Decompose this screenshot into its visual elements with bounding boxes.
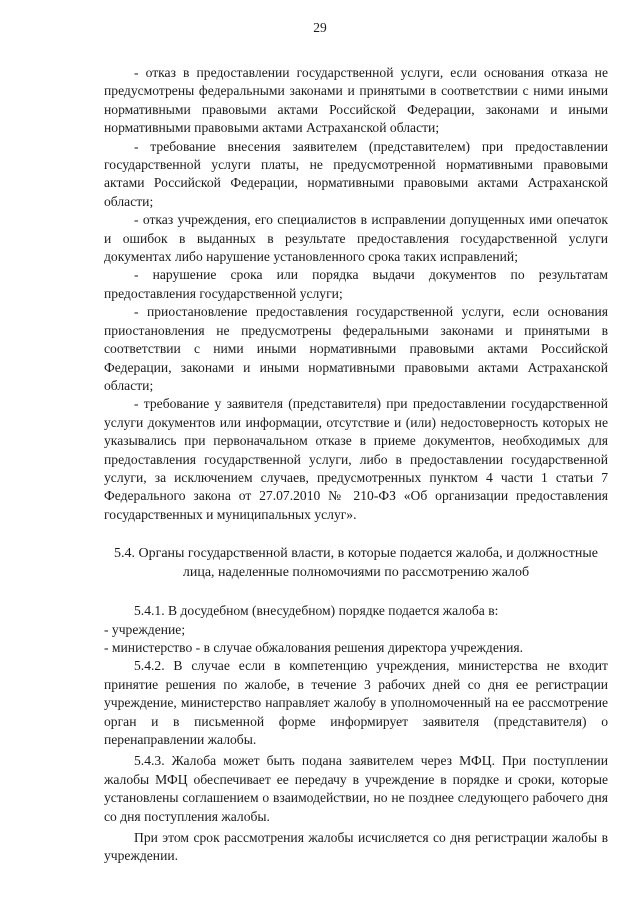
list-item-ministry: - министерство - в случае обжалования решения директора учреждения. xyxy=(104,639,524,655)
paragraph-5-4-1: 5.4.1. В досудебном (внесудебном) порядке подается жалоба в: xyxy=(134,603,499,619)
page-number: 29 xyxy=(313,20,327,35)
section-heading-5-4: 5.4. Органы государственной власти, в которые подается жалоба, и должностные лица, наделенные полномочиями по рассмотрению жалоб xyxy=(113,546,599,581)
paragraph-refusal-of-service: - отказ в предоставлении государственной услуги, если основания отказа не предусмотрены федеральными законами и принятыми в соответствии с ними иными нормативными правовыми актами Российской Федерации, законами и иными нормативными правовыми актами Астраханской области; xyxy=(104,65,608,136)
paragraph-deadline-violation: - нарушение срока или порядка выдачи документов по результатам предоставления государственной услуги; xyxy=(104,267,608,301)
list-item-institution: - учреждение; xyxy=(104,621,186,637)
document-body xyxy=(104,64,608,866)
paragraph-5-4-3: 5.4.3. Жалоба может быть подана заявителем через МФЦ. При поступлении жалобы МФЦ обеспечивает ее передачу в учреждение в порядке и сроки, которые установлены соглашением о взаимодействии, но не позднее следующего рабочего дня со дня поступления жалобы. xyxy=(104,753,608,824)
paragraph-document-requirement: - требование у заявителя (представителя) при предоставлении государственной услуги документов или информации, отсутствие и (или) недостоверность которых не указывались при первоначальном отказе в приеме документов, необходимых для предоставления государственной услуги, либо в предоставлении государственной услуги, за исключением случаев, предусмотренных пунктом 4 части 1 статьи 7 Федерального закона от 27.07.2010 № 210-ФЗ «Об организации предоставления государственных и муниципальных услуг». xyxy=(104,396,608,522)
paragraph-suspension: - приостановление предоставления государственной услуги, если основания приостановления не предусмотрены федеральными законами и принятыми в соответствии с ними иными нормативными правовыми актами Российской Федерации, законами и иными нормативными правовыми актами Астраханской области; xyxy=(104,304,608,393)
paragraph-fee-requirement: - требование внесения заявителем (представителем) при предоставлении государственной услуги платы, не предусмотренной нормативными правовыми актами Российской Федерации, нормативными правовыми актами Астраханской области; xyxy=(104,138,608,209)
paragraph-review-period: При этом срок рассмотрения жалобы исчисляется со дня регистрации жалобы в учреждении. xyxy=(104,830,608,864)
paragraph-5-4-2: 5.4.2. В случае если в компетенцию учреждения, министерства не входит принятие решения по жалобе, в течение 3 рабочих дней со дня ее регистрации учреждение, министерство направляет жалобу в уполномоченный на ее рассмотрение орган и в письменной форме информирует заявителя (представителя) о перенаправлении жалобы. xyxy=(104,658,608,747)
paragraph-refusal-to-fix-errors: - отказ учреждения, его специалистов в исправлении допущенных ими опечаток и ошибок в выданных в результате предоставления государственной услуги документах либо нарушение установленного срока таких исправлений; xyxy=(104,212,608,265)
